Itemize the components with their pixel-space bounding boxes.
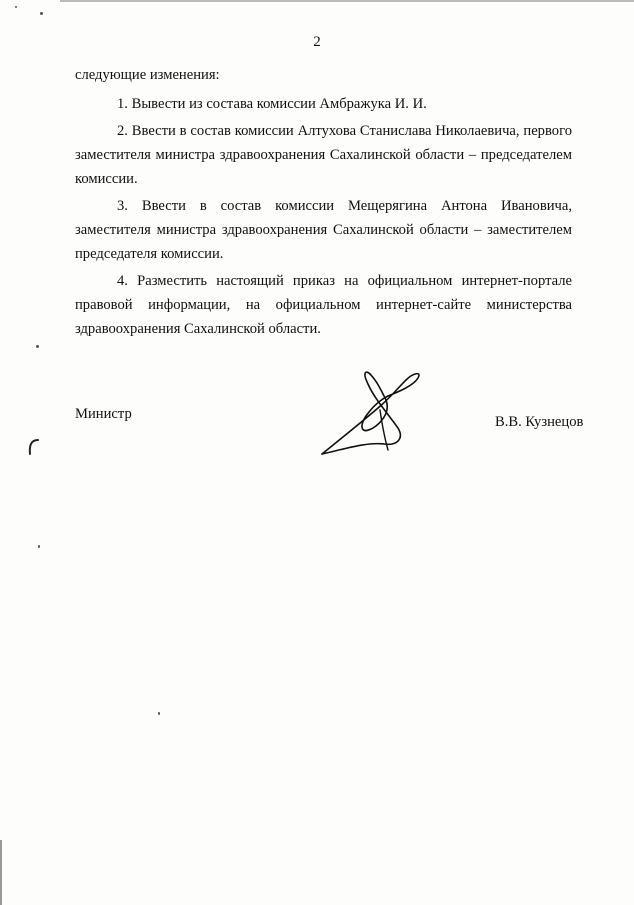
paragraph-item-3: 3. Ввести в состав комиссии Мещерягина Антона Ивановича, заместителя министра здравоохранения Сахалинской области – заместителем председателя комиссии.: [75, 198, 572, 262]
scan-speck: [38, 545, 40, 548]
scan-edge-line: [0, 840, 2, 905]
scan-border-line: [60, 0, 634, 2]
document-body: [75, 63, 572, 344]
paragraph-item-2: 2. Ввести в состав комиссии Алтухова Станислава Николаевича, первого заместителя министра здравоохранения Сахалинской области – председателем комиссии.: [75, 123, 572, 187]
scan-smudge: [26, 438, 40, 456]
signatory-name: В.В. Кузнецов: [495, 414, 584, 430]
scan-speck: [40, 12, 43, 15]
scan-speck: [36, 345, 39, 348]
signatory-title: Министр: [75, 406, 132, 422]
page-number: 2: [313, 34, 321, 50]
handwritten-signature: [318, 366, 428, 462]
scan-speck: [15, 6, 17, 8]
paragraph-intro: следующие изменения:: [75, 67, 220, 83]
paragraph-item-4: 4. Разместить настоящий приказ на официальном интернет-портале правовой информации, на официальном интернет-сайте министерства здравоохранения Сахалинской области.: [75, 273, 572, 337]
paragraph-item-1: 1. Вывести из состава комиссии Амбражука И. И.: [117, 96, 427, 112]
scan-speck: [158, 712, 160, 715]
